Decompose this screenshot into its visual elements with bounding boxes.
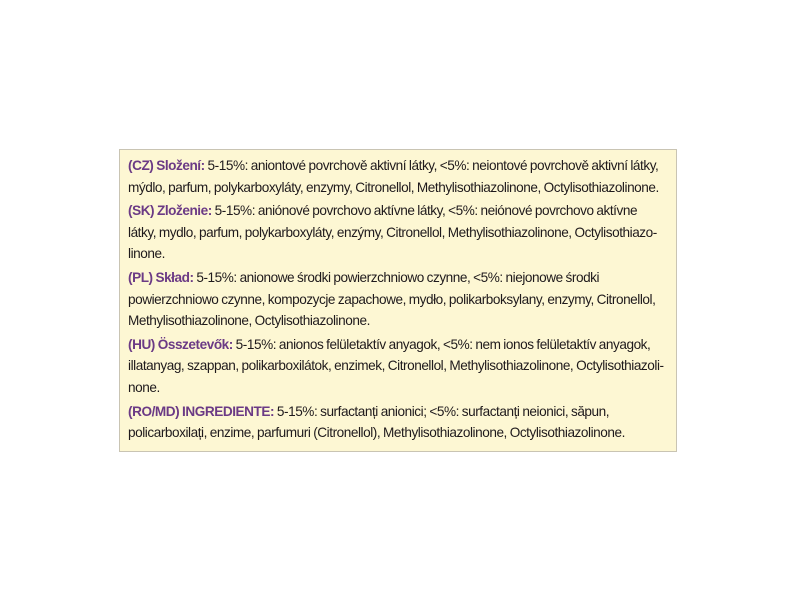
ingredients-section-ro-md bbox=[128, 401, 669, 444]
ingredients-line: mýdlo, parfum, polykarboxyláty, enzymy, Citronellol, Methylisothiazolinone, Octylisothiazolinone. bbox=[128, 179, 659, 195]
ingredients-line: none. bbox=[128, 379, 160, 395]
ingredients-line bbox=[128, 334, 669, 356]
ingredients-line: illatanyag, szappan, polikarboxilátok, enzimek, Citronellol, Methylisothiazolinone, Octylisothiazoli- bbox=[128, 358, 664, 374]
ingredients-label-panel bbox=[119, 149, 677, 452]
ingredients-line: policarboxilați, enzime, parfumuri (Citronellol), Methylisothiazolinone, Octylisothiazolinone. bbox=[128, 425, 625, 441]
section-label-sk: (SK) Zloženie: bbox=[128, 203, 212, 219]
ingredients-section-hu bbox=[128, 334, 669, 399]
ingredients-line bbox=[128, 200, 669, 222]
ingredients-text: 5-15%: anionos felületaktív anyagok, <5%: nem ionos felületaktív anyagok, bbox=[232, 336, 651, 352]
ingredients-text: 5-15%: anionowe środki powierzchniowo czynne, <5%: niejonowe środki bbox=[193, 269, 600, 285]
ingredients-text: 5-15%: aniónové povrchovo aktívne látky, <5%: neiónové povrchovo aktívne bbox=[211, 203, 638, 219]
section-label-pl: (PL) Skład: bbox=[128, 269, 194, 285]
ingredients-line bbox=[128, 267, 669, 289]
ingredients-line bbox=[128, 155, 669, 177]
ingredients-line: látky, mydlo, parfum, polykarboxyláty, enzýmy, Citronellol, Methylisothiazolinone, Octylisothiazo- bbox=[128, 224, 657, 240]
ingredients-text: 5-15%: surfactanți anionici; <5%: surfactanți neionici, săpun, bbox=[274, 403, 610, 419]
ingredients-section-cz bbox=[128, 155, 669, 198]
ingredients-line: powierzchniowo czynne, kompozycje zapachowe, mydło, polikarboksylany, enzymy, Citronellol, bbox=[128, 291, 656, 307]
ingredients-section-pl bbox=[128, 267, 669, 332]
section-label-cz: (CZ) Složení: bbox=[128, 158, 205, 173]
section-label-ro-md: (RO/MD) INGREDIENTE: bbox=[128, 403, 275, 419]
ingredients-text: 5-15%: aniontové povrchově aktivní látky, <5%: neiontové povrchově aktivní látky, bbox=[204, 158, 659, 173]
ingredients-line: Methylisothiazolinone, Octylisothiazolinone. bbox=[128, 313, 370, 329]
ingredients-line: linone. bbox=[128, 246, 165, 262]
ingredients-section-sk bbox=[128, 200, 669, 265]
ingredients-line bbox=[128, 401, 669, 423]
section-label-hu: (HU) Összetevők: bbox=[128, 336, 233, 352]
